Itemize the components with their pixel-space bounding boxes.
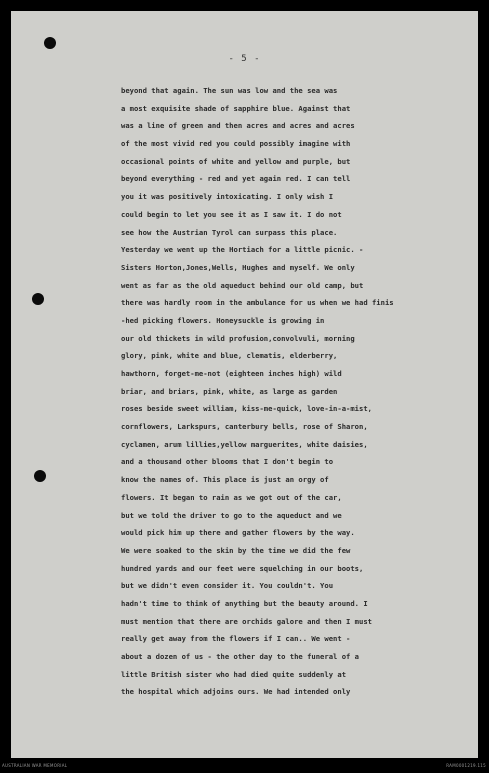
text-line: cyclamen, arum lillies,yellow marguerites, white daisies,: [121, 439, 368, 449]
punch-hole: [32, 293, 44, 305]
text-line: We were soaked to the skin by the time we did the few: [121, 545, 351, 555]
text-line: occasional points of white and yellow and purple, but: [121, 156, 351, 166]
text-line: hawthorn, forget-me-not (eighteen inches high) wild: [121, 369, 342, 378]
text-line: our old thickets in wild profusion,convolvuli, morning: [121, 333, 355, 343]
text-line: know the names of. This place is just an orgy of: [121, 475, 329, 485]
text-line: see how the Austrian Tyrol can surpass this place.: [121, 227, 338, 237]
archive-footer-left: AUSTRALIAN WAR MEMORIAL: [2, 763, 68, 768]
text-line: little British sister who had died quite suddenly at: [121, 669, 347, 679]
text-line: roses beside sweet william, kiss-me-quick, love-in-a-mist,: [121, 404, 372, 414]
text-line: a most exquisite shade of sapphire blue. Against that: [121, 103, 351, 113]
text-line: beyond that again. The sun was low and the sea was: [121, 86, 338, 95]
text-line: but we didn't even consider it. You couldn't. You: [121, 581, 334, 591]
text-line: would pick him up there and gather flowers by the way.: [121, 528, 355, 538]
punch-hole: [34, 470, 46, 482]
text-line: of the most vivid red you could possibly imagine with: [121, 139, 351, 149]
text-line: went as far as the old aqueduct behind our old camp, but: [121, 280, 364, 290]
typed-letter-body: [121, 82, 478, 701]
text-line: glory, pink, white and blue, clematis, elderberry,: [121, 351, 338, 361]
text-line: really get away from the flowers if I can.. We went -: [121, 634, 351, 644]
text-line: briar, and briars, pink, white, as large as garden: [121, 386, 338, 396]
text-line: there was hardly room in the ambulance for us when we had finis: [121, 298, 394, 308]
text-line: and a thousand other blooms that I don't begin to: [121, 457, 334, 467]
page-number: - 5 -: [228, 54, 261, 64]
text-line: you it was positively intoxicating. I only wish I: [121, 192, 334, 202]
text-line: hadn't time to think of anything but the beauty around. I: [121, 598, 368, 608]
text-line: beyond everything - red and yet again red. I can tell: [121, 174, 351, 184]
text-line: was a line of green and then acres and acres and acres: [121, 121, 355, 131]
text-line: cornflowers, Larkspurs, canterbury bells, rose of Sharon,: [121, 422, 368, 432]
text-line: the hospital which adjoins ours. We had intended only: [121, 687, 351, 697]
punch-hole: [44, 37, 56, 49]
text-line: must mention that there are orchids galore and then I must: [121, 616, 372, 626]
text-line: about a dozen of us - the other day to the funeral of a: [121, 652, 359, 661]
text-line: but we told the driver to go to the aqueduct and we: [121, 510, 342, 520]
text-line: could begin to let you see it as I saw it. I do not: [121, 209, 342, 219]
text-line: -hed picking flowers. Honeysuckle is growing in: [121, 315, 325, 325]
text-line: flowers. It began to rain as we got out of the car,: [121, 492, 342, 502]
archive-footer-right: RAM0001219.115: [446, 763, 486, 768]
document-page: [11, 11, 478, 758]
text-line: hundred yards and our feet were squelching in our boots,: [121, 563, 364, 573]
text-line: Sisters Horton,Jones,Wells, Hughes and myself. We only: [121, 262, 355, 272]
text-line: Yesterday we went up the Hortiach for a little picnic. -: [121, 245, 364, 255]
